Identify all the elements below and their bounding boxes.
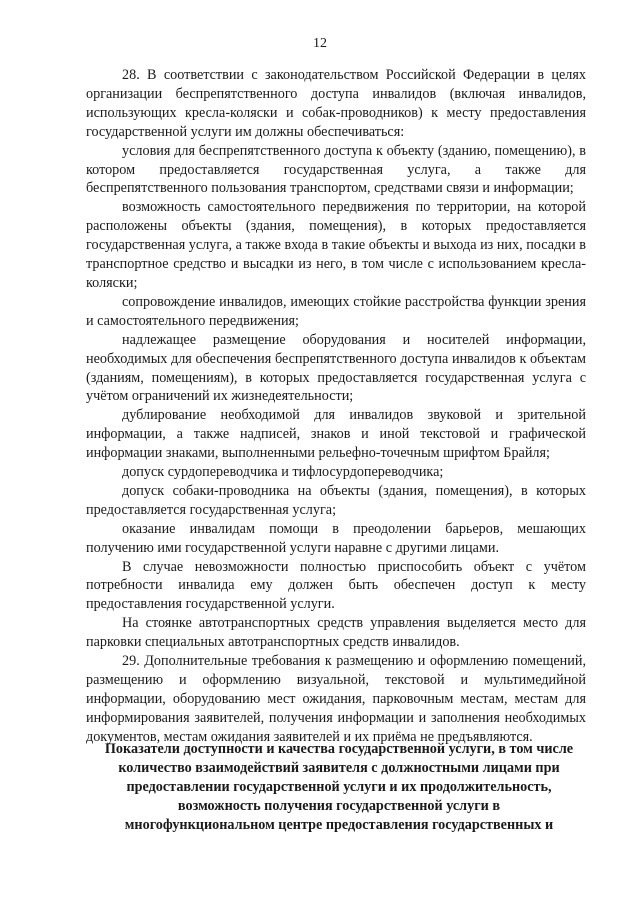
page-number: 12 [313, 36, 327, 51]
paragraph-independent-movement: возможность самостоятельного передвижения по территории, на которой расположены объекты (здания, помещения), в которых предоставляется государственная услуга, а также входа в такие объекты и выхода из них, посадки в транспортное средство и высадки из него, в том числе с использованием кресла-коляски; [86, 199, 586, 291]
paragraph-sign-interpreter: допуск сурдопереводчика и тифлосурдопереводчика; [122, 464, 444, 481]
paragraph-impossibility: В случае невозможности полностью приспособить объект с учётом потребности инвалида ему должен быть обеспечен доступ к месту предоставления государственной услуги. [86, 558, 586, 613]
paragraph-29: 29. Дополнительные требования к размещению и оформлению помещений, размещению и оформлению визуальной, текстовой и мультимедийной информации, оборудованию мест ожидания, парковочным местам, местам для информирования заявителей, получения информации и заполнения необходимых документов, местам ожидания заявителей и их приёма не предъявляются. [86, 653, 586, 745]
heading-line: возможность получения государственной услуги в [177, 797, 501, 814]
paragraph-duplication: дублирование необходимой для инвалидов звуковой и зрительной информации, а также надписей, знаков и иной текстовой и графической информации знаками, выполненными рельефно-точечным шрифтом Брайля; [86, 407, 586, 462]
body-text [86, 66, 586, 747]
paragraph-guide-dog: допуск собаки-проводника на объекты (здания, помещения), в которых предоставляется государственная услуга; [86, 482, 586, 518]
paragraph-assistance: оказание инвалидам помощи в преодолении барьеров, мешающих получению ими государственной услуги наравне с другими лицами. [86, 520, 586, 556]
paragraph-condition-access: условия для беспрепятственного доступа к объекту (зданию, помещению), в котором предоставляется государственная услуга, а также для беспрепятственного пользования транспортом, средствами связи и информации; [86, 142, 586, 197]
paragraph-28-intro: 28. В соответствии с законодательством Российской Федерации в целях организации беспрепятственного доступа инвалидов (включая инвалидов, использующих кресла-коляски и собак-проводников) к месту предоставления государственной услуги им должны обеспечиваться: [86, 67, 586, 140]
heading-line: Показатели доступности и качества государственной услуги, в том числе [104, 741, 574, 757]
heading-line: многофункциональном центре предоставления государственных и [124, 816, 554, 833]
section-heading [92, 740, 586, 835]
paragraph-equipment-placement: надлежащее размещение оборудования и носителей информации, необходимых для обеспечения беспрепятственного доступа инвалидов к объектам (зданиям, помещениям), в которых предоставляется государственная услуга с учётом ограничений их жизнедеятельности; [86, 331, 586, 405]
paragraph-escort: сопровождение инвалидов, имеющих стойкие расстройства функции зрения и самостоятельного передвижения; [86, 293, 586, 329]
paragraph-parking: На стоянке автотранспортных средств управления выделяется место для парковки специальных автотранспортных средств инвалидов. [86, 615, 586, 651]
heading-line: предоставлении государственной услуги и их продолжительность, [126, 778, 552, 795]
heading-line: количество взаимодействий заявителя с должностными лицами при [118, 759, 560, 776]
